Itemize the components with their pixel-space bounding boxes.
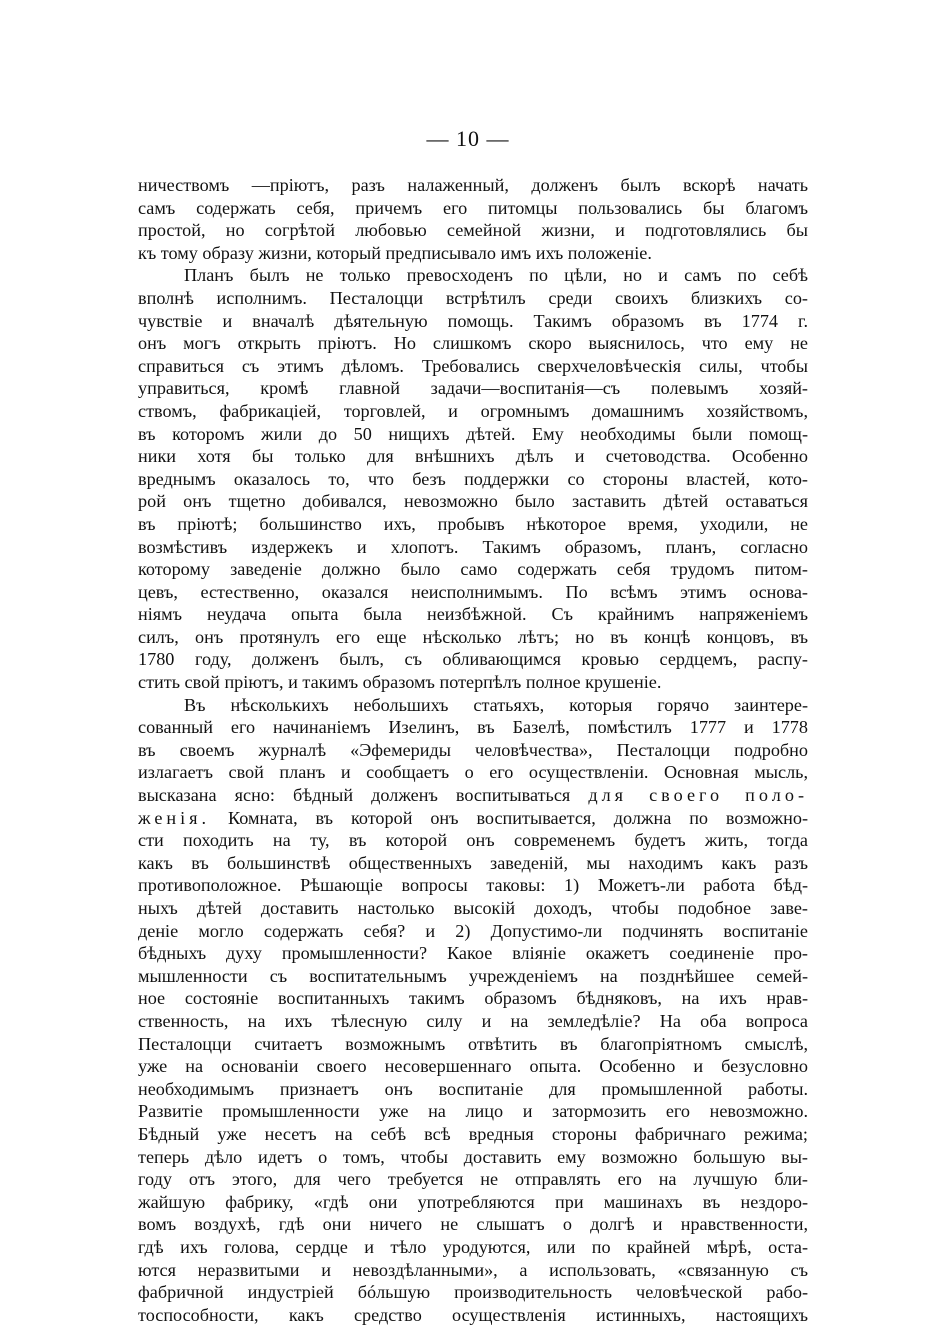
text-line: которому заведеніе должно было само содержать себя трудомъ питом- (138, 559, 808, 580)
text-line: уже на основаніи своего несовершеннаго опыта. Особенно и безусловно (138, 1056, 808, 1077)
text-line: сованный его начинаніемъ Изелинъ, въ Базелѣ, помѣстилъ 1777 и 1778 (138, 717, 808, 738)
text-line: справиться съ этимъ дѣломъ. Требовались сверхчеловѣческія силы, чтобы (138, 355, 808, 376)
text-line: силъ, онъ протянулъ его еще нѣсколько лѣтъ; но въ концѣ концовъ, въ (138, 626, 808, 647)
text-line: самъ содержать себя, причемъ его питомцы пользовались бы благомъ (138, 197, 808, 218)
text-line: вомъ воздухѣ, гдѣ они ничего не слышатъ о долгѣ и нравственности, (138, 1214, 808, 1235)
text-segment: Комната, въ которой онъ воспитывается, должна по возможно- (228, 807, 808, 828)
page-number: — 10 — (426, 126, 510, 151)
text-line: противоположное. Рѣшающіе вопросы таковы: 1) Можетъ-ли работа бѣд- (138, 875, 808, 896)
emphasized-text: для своего поло- (588, 785, 808, 806)
text-line: къ тому образу жизни, который предписывало имъ ихъ положеніе. (138, 242, 652, 263)
text-line: въ своемъ журналѣ «Эфемериды человѣчества», Песталоцци подробно (138, 739, 808, 760)
text-line: гдѣ ихъ голова, сердце и тѣло уродуются, или по крайней мѣрѣ, оста- (138, 1236, 808, 1257)
text-line: излагаетъ свой планъ и сообщаетъ о его осуществленіи. Основная мысль, (138, 762, 808, 783)
text-line-with-emphasis (138, 784, 808, 807)
text-line: сти походить на ту, въ которой онъ современемъ будетъ жить, тогда (138, 830, 808, 851)
text-line: простой, но согрѣтой любовью семейной жизни, и подготовлялись бы (138, 220, 808, 241)
text-line: году отъ этого, для чего требуется не отправлять его на лучшую бли- (138, 1169, 808, 1190)
text-line: онъ могъ открыть пріютъ. Но слишкомъ скоро выяснилось, что ему не (138, 333, 808, 354)
text-line: ствомъ, фабрикаціей, торговлей, и огромнымъ домашнимъ хозяйствомъ, (138, 400, 808, 421)
text-line: какъ въ большинствѣ общественныхъ заведеній, мы находимъ какъ разъ (138, 852, 808, 873)
text-line: стить свой пріютъ, и такимъ образомъ потерпѣлъ полное крушеніе. (138, 672, 662, 693)
paragraph-first-line: Въ нѣсколькихъ небольшихъ статьяхъ, которыя горячо заинтере- (184, 694, 808, 715)
body-text (138, 174, 808, 1326)
text-line: ственность, на ихъ тѣлесную силу и на земледѣліе? На оба вопроса (138, 1010, 808, 1031)
text-line: вреднымъ оказалось то, что безъ поддержки со стороны властей, кото- (138, 468, 808, 489)
text-line: ное состояніе воспитанныхъ такимъ образомъ бѣдняковъ, на ихъ нрав- (138, 988, 808, 1009)
text-line: возмѣстивъ издержекъ и хлопотъ. Такимъ образомъ, планъ, согласно (138, 536, 808, 557)
emphasized-text: женія. (138, 807, 211, 828)
text-line: въ которомъ жили до 50 нищихъ дѣтей. Ему необходимы были помощ- (138, 423, 808, 444)
text-line: чувствіе и вначалѣ дѣятельную помощь. Такимъ образомъ въ 1774 г. (138, 310, 808, 331)
text-line: ничествомъ —пріютъ, разъ налаженный, долженъ былъ вскорѣ начать (138, 175, 808, 195)
text-line: жайшую фабрику, «гдѣ они употребляются при машинахъ въ нездоро- (138, 1191, 808, 1212)
text-line: фабричной индустріей бóльшую производительность человѣческой рабо- (138, 1282, 808, 1303)
text-line: ніямъ неудача опыта была неизбѣжной. Съ крайнимъ напряженіемъ (138, 604, 808, 625)
text-line: необходимымъ признаетъ онъ воспитаніе для промышленной работы. (138, 1078, 808, 1099)
text-line-with-emphasis (138, 807, 808, 830)
text-line: бѣдныхъ духу промышленности? Какое вліяніе окажетъ соединеніе про- (138, 943, 808, 964)
text-segment: высказана ясно: бѣдный долженъ воспитываться (138, 785, 571, 806)
text-line: Песталоцци считаетъ возможнымъ отвѣтить въ благопріятномъ смыслѣ, (138, 1033, 808, 1054)
text-line: тоспособности, какъ средство осуществленія истинныхъ, настоящихъ (138, 1304, 808, 1325)
text-line: ники хотя бы только для внѣшнихъ дѣлъ и счетоводства. Особенно (138, 446, 808, 467)
text-line: ныхъ дѣтей доставить настолько высокій доходъ, чтобы подобное заве- (138, 898, 808, 918)
text-line: вполнѣ исполнимъ. Песталоцци встрѣтилъ среди своихъ близкихъ со- (138, 287, 808, 308)
text-line: мышленности съ воспитательнымъ учрежденіемъ на позднѣйшее семей- (138, 965, 808, 986)
text-line: рой онъ тщетно добивался, невозможно было заставить дѣтей оставаться (138, 491, 808, 512)
text-line: 1780 году, долженъ былъ, съ обливающимся кровью сердцемъ, распу- (138, 649, 808, 670)
text-line: въ пріютѣ; большинство ихъ, пробывъ нѣкоторое время, уходили, не (138, 513, 808, 534)
paragraph-first-line: Планъ былъ не только превосходенъ по цѣли, но и самъ по себѣ (184, 265, 808, 286)
text-line: Бѣдный уже несетъ на себѣ всѣ вредныя стороны фабричнаго режима; (138, 1123, 808, 1144)
text-line: цевъ, естественно, оказался неисполнимымъ. По всѣмъ этимъ основа- (138, 581, 808, 602)
text-line: теперь дѣло идетъ о томъ, чтобы доставить ему возможно большую вы- (138, 1146, 808, 1167)
text-line: управиться, кромѣ главной задачи—воспитанія—съ полевымъ хозяй- (138, 378, 808, 399)
text-line: деніе могло содержать себя? и 2) Допустимо-ли подчинять воспитаніе (138, 920, 808, 941)
text-line: ются неразвитыми и невоздѣланными», а использовать, «связанную съ (138, 1259, 808, 1280)
text-line: Развитіе промышленности уже на лицо и затормозить его невозможно. (138, 1101, 808, 1122)
